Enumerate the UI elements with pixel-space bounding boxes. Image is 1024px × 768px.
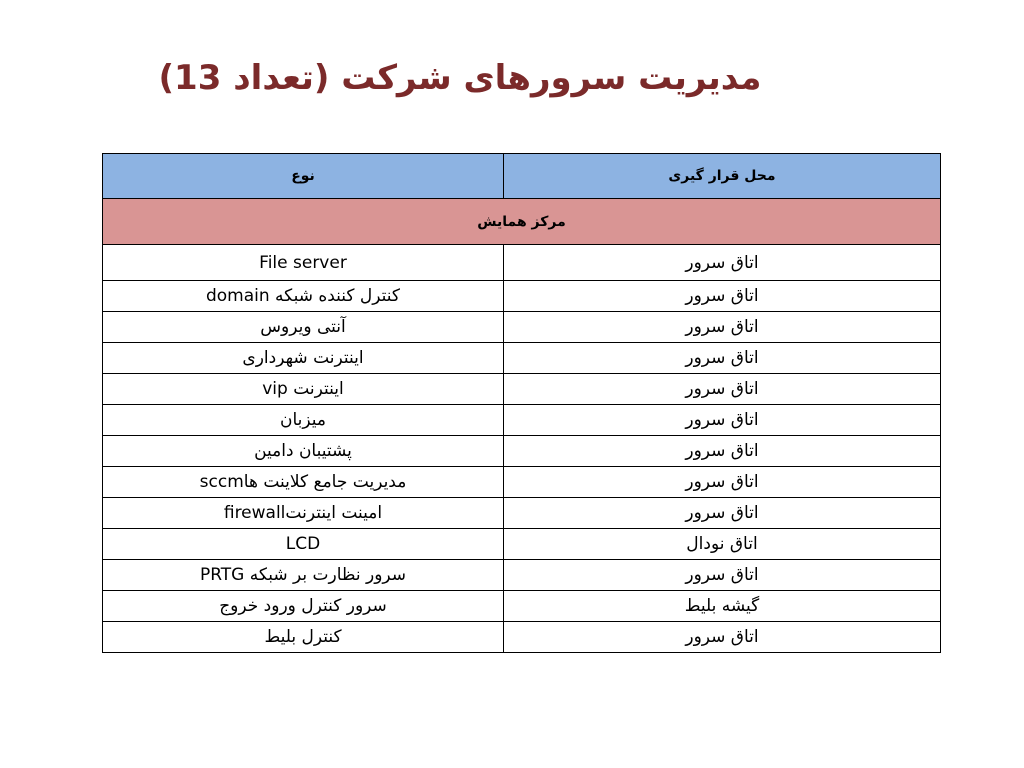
page-title: مدیریت سرورهای شرکت (تعداد 13) xyxy=(158,58,762,98)
table-row xyxy=(103,245,941,281)
cell-location: اتاق سرور xyxy=(504,467,941,498)
table-row xyxy=(103,343,941,374)
table-row xyxy=(103,591,941,622)
cell-location: اتاق سرور xyxy=(504,436,941,467)
cell-type: LCD xyxy=(103,529,504,560)
table-row xyxy=(103,622,941,653)
cell-location: گیشه بلیط xyxy=(504,591,941,622)
header-type: نوع xyxy=(103,154,504,199)
cell-type: سرور کنترل ورود خروج xyxy=(103,591,504,622)
servers-table xyxy=(102,153,941,653)
cell-location: اتاق سرور xyxy=(504,498,941,529)
cell-location: اتاق سرور xyxy=(504,281,941,312)
table-row xyxy=(103,312,941,343)
table-row xyxy=(103,498,941,529)
cell-location: اتاق سرور xyxy=(504,312,941,343)
cell-type: اینترنت شهرداری xyxy=(103,343,504,374)
cell-type: کنترل کننده شبکه domain xyxy=(103,281,504,312)
table-row xyxy=(103,436,941,467)
cell-location: اتاق سرور xyxy=(504,343,941,374)
cell-location: اتاق نودال xyxy=(504,529,941,560)
cell-type: اینترنت vip xyxy=(103,374,504,405)
cell-type: سرور نظارت بر شبکه PRTG xyxy=(103,560,504,591)
section-title: مرکز همایش xyxy=(103,199,941,245)
cell-type: آنتی ویروس xyxy=(103,312,504,343)
cell-location: اتاق سرور xyxy=(504,245,941,281)
table-header-row xyxy=(103,154,941,199)
table-row xyxy=(103,405,941,436)
cell-location: اتاق سرور xyxy=(504,374,941,405)
table-row xyxy=(103,560,941,591)
table-row xyxy=(103,281,941,312)
cell-type: میزبان xyxy=(103,405,504,436)
cell-location: اتاق سرور xyxy=(504,405,941,436)
cell-type: مدیریت جامع کلاینت هاsccm xyxy=(103,467,504,498)
header-location: محل قرار گیری xyxy=(504,154,941,199)
cell-type: پشتیبان دامین xyxy=(103,436,504,467)
table-row xyxy=(103,374,941,405)
table-row xyxy=(103,529,941,560)
cell-type: کنترل بلیط xyxy=(103,622,504,653)
section-row xyxy=(103,199,941,245)
cell-location: اتاق سرور xyxy=(504,622,941,653)
cell-type: File server xyxy=(103,245,504,281)
cell-location: اتاق سرور xyxy=(504,560,941,591)
table-row xyxy=(103,467,941,498)
cell-type: امینت اینترنتfirewall xyxy=(103,498,504,529)
